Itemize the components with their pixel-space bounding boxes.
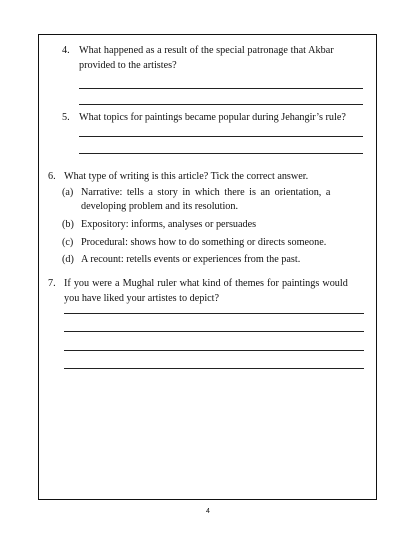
question-4-number: 4.	[62, 45, 70, 56]
question-5-number: 5.	[62, 112, 70, 123]
answer-line[interactable]	[64, 313, 364, 314]
answer-line[interactable]	[64, 350, 364, 351]
option-d-label: (d)	[62, 254, 74, 265]
option-a-text-line2: developing problem and its resolution.	[81, 201, 239, 212]
option-b-text: Expository: informs, analyses or persuades	[81, 219, 257, 230]
question-7-text-line2: you have liked your artistes to depict?	[64, 293, 220, 304]
option-d-text: A recount: retells events or experiences from the past.	[81, 254, 301, 265]
answer-line[interactable]	[79, 136, 363, 137]
option-b-label: (b)	[62, 219, 74, 230]
question-6-prompt: What type of writing is this article? Tick the correct answer.	[64, 171, 309, 182]
question-4-text-line1: What happened as a result of the special patronage that Akbar	[79, 45, 334, 56]
page-number: 4	[206, 508, 210, 515]
question-7-number: 7.	[48, 278, 56, 289]
question-4-text-line2: provided to the artistes?	[79, 60, 177, 71]
question-7-text-line1: If you were a Mughal ruler what kind of themes for paintings would	[64, 278, 348, 289]
option-c-text: Procedural: shows how to do something or directs someone.	[81, 237, 327, 248]
option-c-label: (c)	[62, 237, 74, 248]
question-6-number: 6.	[48, 171, 56, 182]
answer-line[interactable]	[79, 104, 363, 105]
answer-line[interactable]	[64, 331, 364, 332]
option-a-text-line1: Narrative: tells a story in which there is an orientation, a	[81, 187, 331, 198]
answer-line[interactable]	[79, 88, 363, 89]
answer-line[interactable]	[79, 153, 363, 154]
question-5-text: What topics for paintings became popular during Jehangir’s rule?	[79, 112, 346, 123]
option-a-label: (a)	[62, 187, 74, 198]
answer-line[interactable]	[64, 368, 364, 369]
